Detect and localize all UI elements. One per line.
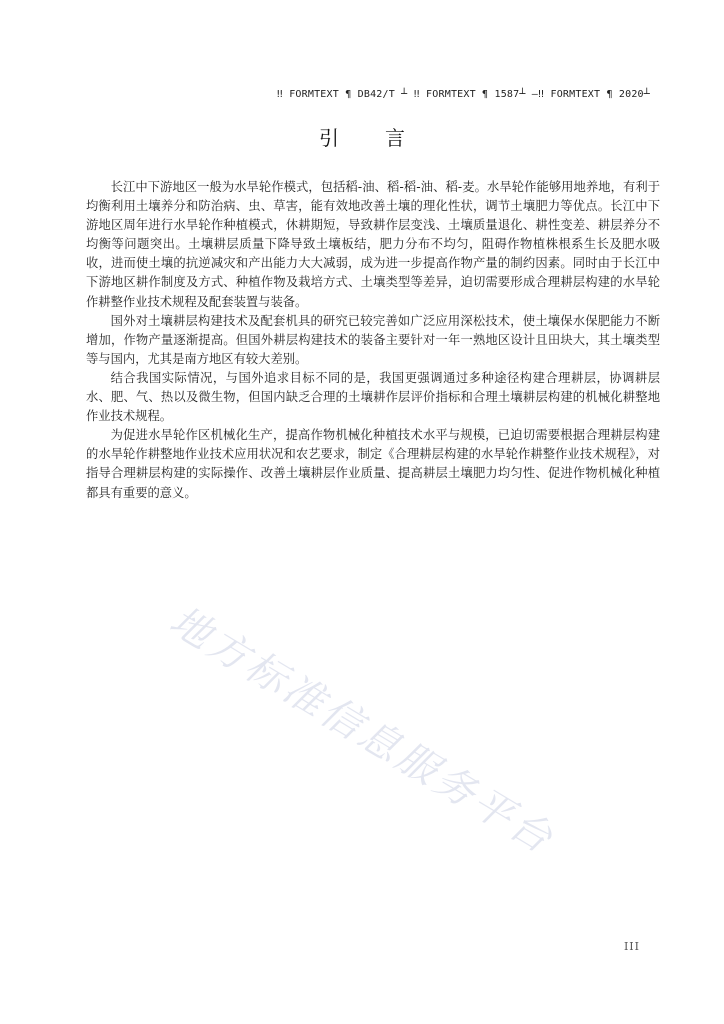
paragraph-4: 为促进水旱轮作区机械化生产，提高作物机械化种植技术水平与规模，已迫切需要根据合理耕层构建的水旱轮作耕整地作业技术应用状况和农艺要求，制定《合理耕层构建的水旱轮作耕整作业技术规程》，对指导合理耕层构建的实际操作、改善土壤耕层作业质量、提高耕层土壤肥力均匀性、促进作物机械化种植都具有重要的意义。	[86, 428, 660, 500]
watermark: 地方标准信息服务平台	[161, 597, 563, 864]
document-header-field-code: ‼ FORMTEXT ¶ DB42/T ┴ ‼ FORMTEXT ¶ 1587┴ —‼ FORMTEXT ¶ 2020┴	[276, 89, 650, 100]
body-text	[86, 178, 660, 503]
section-title: 引言	[319, 126, 451, 150]
paragraph-1: 长江中下游地区一般为水旱轮作模式，包括稻-油、稻-稻-油、稻-麦。水旱轮作能够用地养地，有利于均衡利用土壤养分和防治病、虫、草害，能有效地改善土壤的理化性状，调节土壤肥力等优点。长江中下游地区周年进行水旱轮作种植模式，休耕期短，导致耕作层变浅、土壤质量退化、耕性变差、耕层养分不均衡等问题突出。土壤耕层质量下降导致土壤板结，肥力分布不均匀，阻碍作物植株根系生长及肥水吸收，进而使土壤的抗逆减灾和产出能力大大减弱，成为进一步提高作物产量的制约因素。同时由于长江中下游地区耕作制度及方式、种植作物及栽培方式、土壤类型等差异，迫切需要形成合理耕层构建的水旱轮作耕整作业技术规程及配套装置与装备。	[86, 180, 660, 309]
page-number: III	[623, 940, 640, 953]
paragraph-3: 结合我国实际情况，与国外追求目标不同的是，我国更强调通过多种途径构建合理耕层，协调耕层水、肥、气、热以及微生物，但国内缺乏合理的土壤耕作层评价指标和合理土壤耕层构建的机械化耕整地作业技术规程。	[86, 370, 660, 424]
paragraph-2: 国外对土壤耕层构建技术及配套机具的研究已较完善如广泛应用深松技术，使土壤保水保肥能力不断增加，作物产量逐渐提高。但国外耕层构建技术的装备主要针对一年一熟地区设计且田块大，其土壤类型等与国内，尤其是南方地区有较大差别。	[86, 313, 660, 366]
